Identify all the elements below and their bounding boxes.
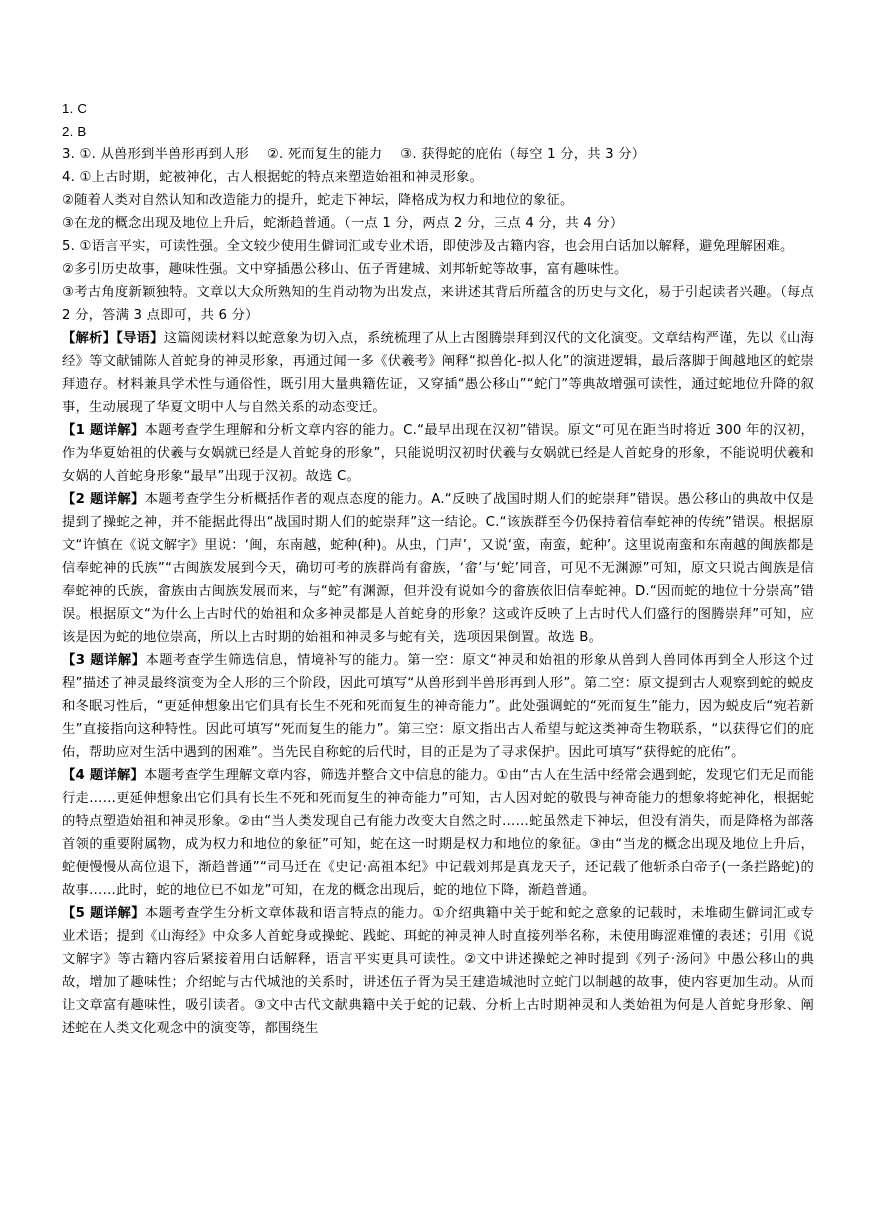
answer-q5-point-3: ③考古角度新颖独特。文章以大众所熟知的生肖动物为出发点，来讲述其背后所蕴含的历史与文化，易于引起读者兴趣。（每点 2 分，答满 3 点即可，共 6 分） (62, 285, 814, 323)
answer-q2: 2. B (62, 124, 87, 139)
analysis-q5-text: 本题考查学生分析文章体裁和语言特点的能力。①介绍典籍中关于蛇和蛇之意象的记载时，未堆砌生僻词汇或专业术语；提到《山海经》中众多人首蛇身或操蛇、践蛇、珥蛇的神灵神人时直接列举名称，未使用晦涩难懂的表述；引用《说文解字》等古籍内容后紧接着用白话解释，语言平实更具可读性。②文中讲述操蛇之神时提到《列子·汤问》中愚公移山的典故，增加了趣味性；介绍蛇与古代城池的关系时，讲述伍子胥为吴王建造城池时立蛇门以制越的故事，使内容更加生动。从而让文章富有趣味性，吸引读者。③文中古代文献典籍中关于蛇的记载、分析上古时期神灵和人类始祖为何是人首蛇身形象、阐述蛇在人类文化观念中的演变等，都围绕生 (62, 906, 814, 1036)
analysis-intro (62, 327, 814, 419)
analysis-q3-tag: 【3 题详解】 (62, 653, 146, 668)
answer-q4-point-1: 4. ①上古时期，蛇被神化，古人根据蛇的特点来塑造始祖和神灵形象。 (62, 170, 484, 185)
analysis-q5 (62, 902, 814, 1040)
answer-q5-point-1: 5. ①语言平实，可读性强。全文较少使用生僻词汇或专业术语，即使涉及古籍内容，也会用白话加以解释，避免理解困难。 (62, 239, 794, 254)
answer-q4-point-3: ③在龙的概念出现及地位上升后，蛇渐趋普通。（一点 1 分，两点 2 分，三点 4 分，共 4 分） (62, 216, 624, 231)
analysis-q1-text: 本题考查学生理解和分析文章内容的能力。C.“最早出现在汉初”错误。原文“可见在距当时将近 300 年的汉初，作为华夏始祖的伏羲与女娲就已经是人首蛇身的形象”，只能说明汉初时伏羲与女娲就已经是人首蛇身的形象，不能说明伏羲和女娲的人首蛇身形象“最早”出现于汉初。故选 C。 (62, 423, 815, 484)
analysis-q2-tag: 【2 题详解】 (62, 492, 145, 507)
answer-q3: 3. ①. 从兽形到半兽形再到人形 ②. 死而复生的能力 ③. 获得蛇的庇佑（每空 1 分，共 3 分） (62, 147, 646, 162)
analysis-q1-tag: 【1 题详解】 (62, 423, 145, 438)
analysis-q5-tag: 【5 题详解】 (62, 906, 145, 921)
analysis-q4 (62, 764, 814, 902)
analysis-q2 (62, 488, 814, 649)
analysis-q3-text: 本题考查学生筛选信息，情境补写的能力。第一空：原文“神灵和始祖的形象从兽到人兽同体再到全人形这个过程”描述了神灵最终演变为全人形的三个阶段，因此可填写“从兽形到半兽形再到人形”。第二空：原文提到古人观察到蛇的蜕皮和冬眠习性后，“更延伸想象出它们具有长生不死和死而复生的神奇能力”。此处强调蛇的“死而复生”能力，因为蜕皮后“宛若新生”直接指向这种特性。因此可填写“死而复生的能力”。第三空：原文指出古人希望与蛇这类神奇生物联系，“以获得它们的庇佑，帮助应对生活中遇到的困难”。当先民自称蛇的后代时，目的正是为了寻求保护。因此可填写“获得蛇的庇佑”。 (62, 653, 815, 760)
answer-q5-point-2: ②多引历史故事，趣味性强。文中穿插愚公移山、伍子胥建城、刘邦斩蛇等故事，富有趣味性。 (62, 262, 628, 277)
answer-key-content (62, 97, 814, 1040)
analysis-q4-text: 本题考查学生理解文章内容，筛选并整合文中信息的能力。①由“古人在生活中经常会遇到蛇，发现它们无足而能行走……更延伸想象出它们具有长生不死和死而复生的神奇能力”可知，古人因对蛇的敬畏与神奇能力的想象将蛇神化，根据蛇的特点塑造始祖和神灵形象。②由“当人类发现自己有能力改变大自然之时……蛇虽然走下神坛，但没有消失，而是降格为部落首领的重要附属物，成为权力和地位的象征”可知，蛇在这一时期是权力和地位的象征。③由“当龙的概念出现及地位上升后，蛇便慢慢从高位退下，渐趋普通”“司马迁在《史记·高祖本纪》中记载刘邦是真龙天子，还记载了他斩杀白帝子(一条拦路蛇)的故事……此时，蛇的地位已不如龙”可知，在龙的概念出现后，蛇的地位下降，渐趋普通。 (62, 768, 815, 898)
analysis-intro-text: 这篇阅读材料以蛇意象为切入点，系统梳理了从上古图腾崇拜到汉代的文化演变。文章结构严谨，先以《山海经》等文献铺陈人首蛇身的神灵形象，再通过闻一多《伏羲考》阐释“拟兽化-拟人化”的演进逻辑，最后落脚于闽越地区的蛇崇拜遗存。材料兼具学术性与通俗性，既引用大量典籍佐证，又穿插“愚公移山”“蛇门”等典故增强可读性，通过蛇地位升降的叙事，生动展现了华夏文明中人与自然关系的动态变迁。 (62, 331, 814, 415)
analysis-q2-text: 本题考查学生分析概括作者的观点态度的能力。A.“反映了战国时期人们的蛇崇拜”错误。愚公移山的典故中仅是提到了操蛇之神，并不能据此得出“战国时期人们的蛇崇拜”这一结论。C.“该族群至今仍保持着信奉蛇神的传统”错误。根据原文“许慎在《说文解字》里说：‘闽，东南越，蛇种(种)。从虫，门声’，又说‘蛮，南蛮，蛇种’。这里说南蛮和东南越的闽族都是信奉蛇神的氏族”“古闽族发展到今天，确切可考的族群尚有畲族，‘畲’与‘蛇’同音，可见不无渊源”可知，原文只说古闽族是信奉蛇神的氏族，畲族由古闽族发展而来，与“蛇”有渊源，但并没有说如今的畲族依旧信奉蛇神。D.“因而蛇的地位十分崇高”错误。根据原文“为什么上古时代的始祖和众多神灵都是人首蛇身的形象？这或许反映了上古时代人们盛行的图腾崇拜”可知，应该是因为蛇的地位崇高，所以上古时期的始祖和神灵多与蛇有关，选项因果倒置。故选 B。 (62, 492, 814, 645)
answer-q1: 1. C (62, 101, 88, 116)
analysis-q4-tag: 【4 题详解】 (62, 768, 145, 783)
analysis-q1 (62, 419, 814, 488)
answer-q4-point-2: ②随着人类对自然认知和改造能力的提升，蛇走下神坛，降格成为权力和地位的象征。 (62, 193, 574, 208)
analysis-intro-tag: 【解析】【导语】 (62, 331, 164, 346)
analysis-q3 (62, 649, 814, 764)
